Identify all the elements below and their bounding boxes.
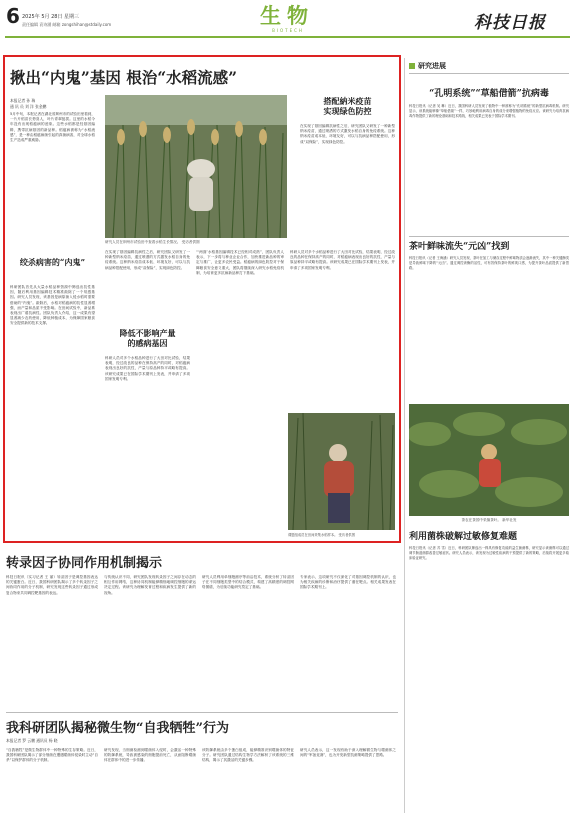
item1-divider [409,236,569,237]
photo3-caption: 茶农在茶园中采摘茶叶。 新华社发 [461,518,517,522]
article2-title: 我科研团队揭秘微生物“自我牺牲”行为 [6,721,229,736]
item3-text: 科技日报讯（记者 苏 雪）近日，科研团队筛选出一株具有修复功能的益生菌菌株，研究显示该菌株可以通过调节肠道菌群改善过敏症状。研究人员表示，该发现为过敏性疾病的干预提供了新的策略，后续将开展更多临床验证研究。 [409,546,569,560]
rice-field-photo [105,95,287,238]
article2-col1: “自我牺牲”是微生物群体中一种特殊的生存策略。近日，我国科研团队揭示了部分细菌在遭遇噬菌体侵染时主动“自杀”以保护群体的分子机制。 [6,748,98,763]
main-col3-text: “‘两面’水稻基因编辑技术已经相对成熟”，团队负责人表示，下一步将与种业企业合作，加快推进新品种的审定与推广，让更多农民受益。稻瘟病的绿色防控对于保障粮食安全意义重大，团队将继续深入研究水稻免疫机制，为培育更多抗病新品种打下基础。 [196,250,284,275]
section-subtitle: BIOTECH [272,28,304,33]
date-line: 2025年 5月 28日 星期三 [22,14,80,20]
article2-col2: 研究发现，当细菌检测到噬菌体入侵时，会激活一种特殊的防御系统，导致被感染的细胞提前死亡，从而阻断噬菌体在群体中的进一步传播。 [104,748,196,763]
main-article-byline: 本报记者 孙 瑞 通 讯 员 刘 洋 张金鹏 [10,98,47,109]
item2-text: 科技日报讯（记者 王海涵）研究人员发现，茶叶在加工与储存过程中鲜味物质会逐渐流失，其中一种关键酶类是导致鲜味下降的“元凶”。通过调控该酶的活性，可有效保持茶叶的鲜爽口感，为提升茶叶品质提供了新思路。 [409,256,569,270]
research-progress-tag [409,61,569,71]
main-col2b-text: 科研人员对多个水稻品种进行了大田对比试验，结果表明，经过改良的品种在保持高产的同时，对稻瘟病表现出良好的抗性，产量与原品种持平或略有提高。该研究成果已在国际学术期刊上发表，并申请了多项国家发明专利。 [105,356,190,381]
section-title: 生物 [260,4,314,28]
research-progress-label: 研究进展 [409,61,569,71]
main-col1-text: 5月中旬，本报记者在湖北省荆州市的试验田里看到，一片片稻苗长势喜人，叶片青翠挺拔。这里的水稻今年没有出现稻瘟病的迹象。这些水稻都是经基因编辑，携带抗病基因的新品种。稻瘟病被称为“水稻流感”，是一种由稻瘟病菌引起的真菌病害，对全球水稻生产造成严重威胁。 [10,112,95,143]
item3-title: 利用菌株破解过敏修复难题 [409,532,518,542]
article2-col3: 该防御系统由多个蛋白组成，能够精准识别噬菌体的特征分子。研究团队通过结构生物学方法解析了该系统的三维结构，揭示了其激活的关键步骤。 [202,748,294,763]
main-subheading-3: 降低不影响产量 的感病基因 [119,328,176,348]
article1-col4: 专家表示，这项研究不仅深化了对基因调控机制的认识，也为相关疾病的诊断和治疗提供了潜在靶点。相关成果发表在国际学术期刊上。 [300,575,396,590]
main-article-title: 揪出“内鬼”基因 根治“水稻流感” [10,68,238,87]
article2-byline: 本报记者 罗 云鹏 通讯员 杨 晓 [6,738,58,743]
page-number: 6 [6,4,20,28]
main-col4-top-text: 在实现了基因编辑抗病性之后，研究团队又研发了一种新型纳米疫苗，通过喷洒的方式激发水稻自身的免疫系统。这种纳米疫苗成本低、环境友好，可以与抗病品种搭配使用，形成“双保险”，实现绿色防控。 [300,124,395,144]
main-subheading-2: 搭配納米疫苗 实现绿色防控 [323,96,372,116]
article1-col3: 研究人员利用单细胞测序等前沿技术，系统分析了转录因子在不同细胞类型中的结合模式，构建了高精度的调控网络图谱，为后续功能研究奠定了基础。 [202,575,294,590]
researcher-photo [288,413,395,530]
editor-line: 责任编辑 袁诗涵 邮箱 zongshihan@stdaily.com [22,22,112,27]
main-col1-text-2: 科研团队首先从大量水稻品种资源中筛选出抗性基因，随后利用基因编辑技术精准敲除了一个易感基因。研究人员发现，该基因是病原菌入侵水稻时需要借助的“内鬼”。敲除后，水稻对稻瘟病的抗性显著增强，而产量和品质不受影响。在田间试验中，新品系表现出广谱抗病性。团队负责人介绍，这一成果有望显著减少农药使用，降低种植成本，为保障国家粮食安全提供新的技术支撑。 [10,285,95,326]
item2-title: 茶叶鲜味流失“元凶”找到 [409,242,510,252]
photo1-caption: 研究人员在荆州市试验田中查看水稻生长情况。 受访者供图 [105,240,200,244]
tea-picking-photo [409,404,569,516]
header-rule [5,36,570,38]
article2-col4: 研究人员表示，这一发现有助于深入理解微生物与噬菌体之间的“军备竞赛”，也为开发新型抗菌策略提供了思路。 [300,748,396,758]
article1-divider [6,712,398,713]
main-col4-text: 科研人员对多个水稻品种进行了大田对比试验，结果表明，经过改良的品种在保持高产的同时，对稻瘟病表现出良好的抗性，产量与原品种持平或略有提高。该研究成果已在国际学术期刊上发表，并申请了多项国家发明专利。 [290,250,395,270]
tag-divider [409,73,569,74]
item1-title: “孔明系统”“草船借箭”抗病毒 [429,89,549,99]
article1-col2: 与传统认识不同，研究团队发现转录因子之间存在动态的相互作用网络，这种协同机制能够精细地调控细胞的命运决定过程。该研究为理解发育过程和疾病发生提供了新的视角。 [104,575,196,595]
article1-col1: 科技日报讯（实习记者 王 丽）转录因子是调控基因表达的关键蛋白。近日，我国科研团队揭示了多个转录因子之间协同作用的分子机制，研究发现这些转录因子通过形成复合物来共同调控靶基因的表达。 [6,575,98,595]
column-separator [404,58,405,813]
item1-text: 科技日报讯（记者 吴 琳）近日，我国科研人员发现了植物中一种被称为“孔明系统”的新型抗病毒机制。研究显示，该系统能够像“草船借箭”一样，巧妙地利用病毒自身的成分来增强植物的免疫反应。该研究为培育抗病毒作物提供了新的理论基础和技术路线，相关成果已发表于国际学术期刊。 [409,104,569,118]
masthead-logo: 科技日报 [474,13,546,33]
article1-title: 转录因子协同作用机制揭示 [6,556,163,571]
photo2-caption: 课题组成员在田间采集水稻样本。 受访者供图 [288,533,355,537]
main-col2-text: 在实现了基因编辑抗病性之后，研究团队又研发了一种新型纳米疫苗，通过喷洒的方式激发水稻自身的免疫系统。这种纳米疫苗成本低、环境友好，可以与抗病品种搭配使用，形成“双保险”，实现绿色防控。 [105,250,190,270]
main-subheading-1: 绞杀病害的“内鬼” [19,257,86,267]
